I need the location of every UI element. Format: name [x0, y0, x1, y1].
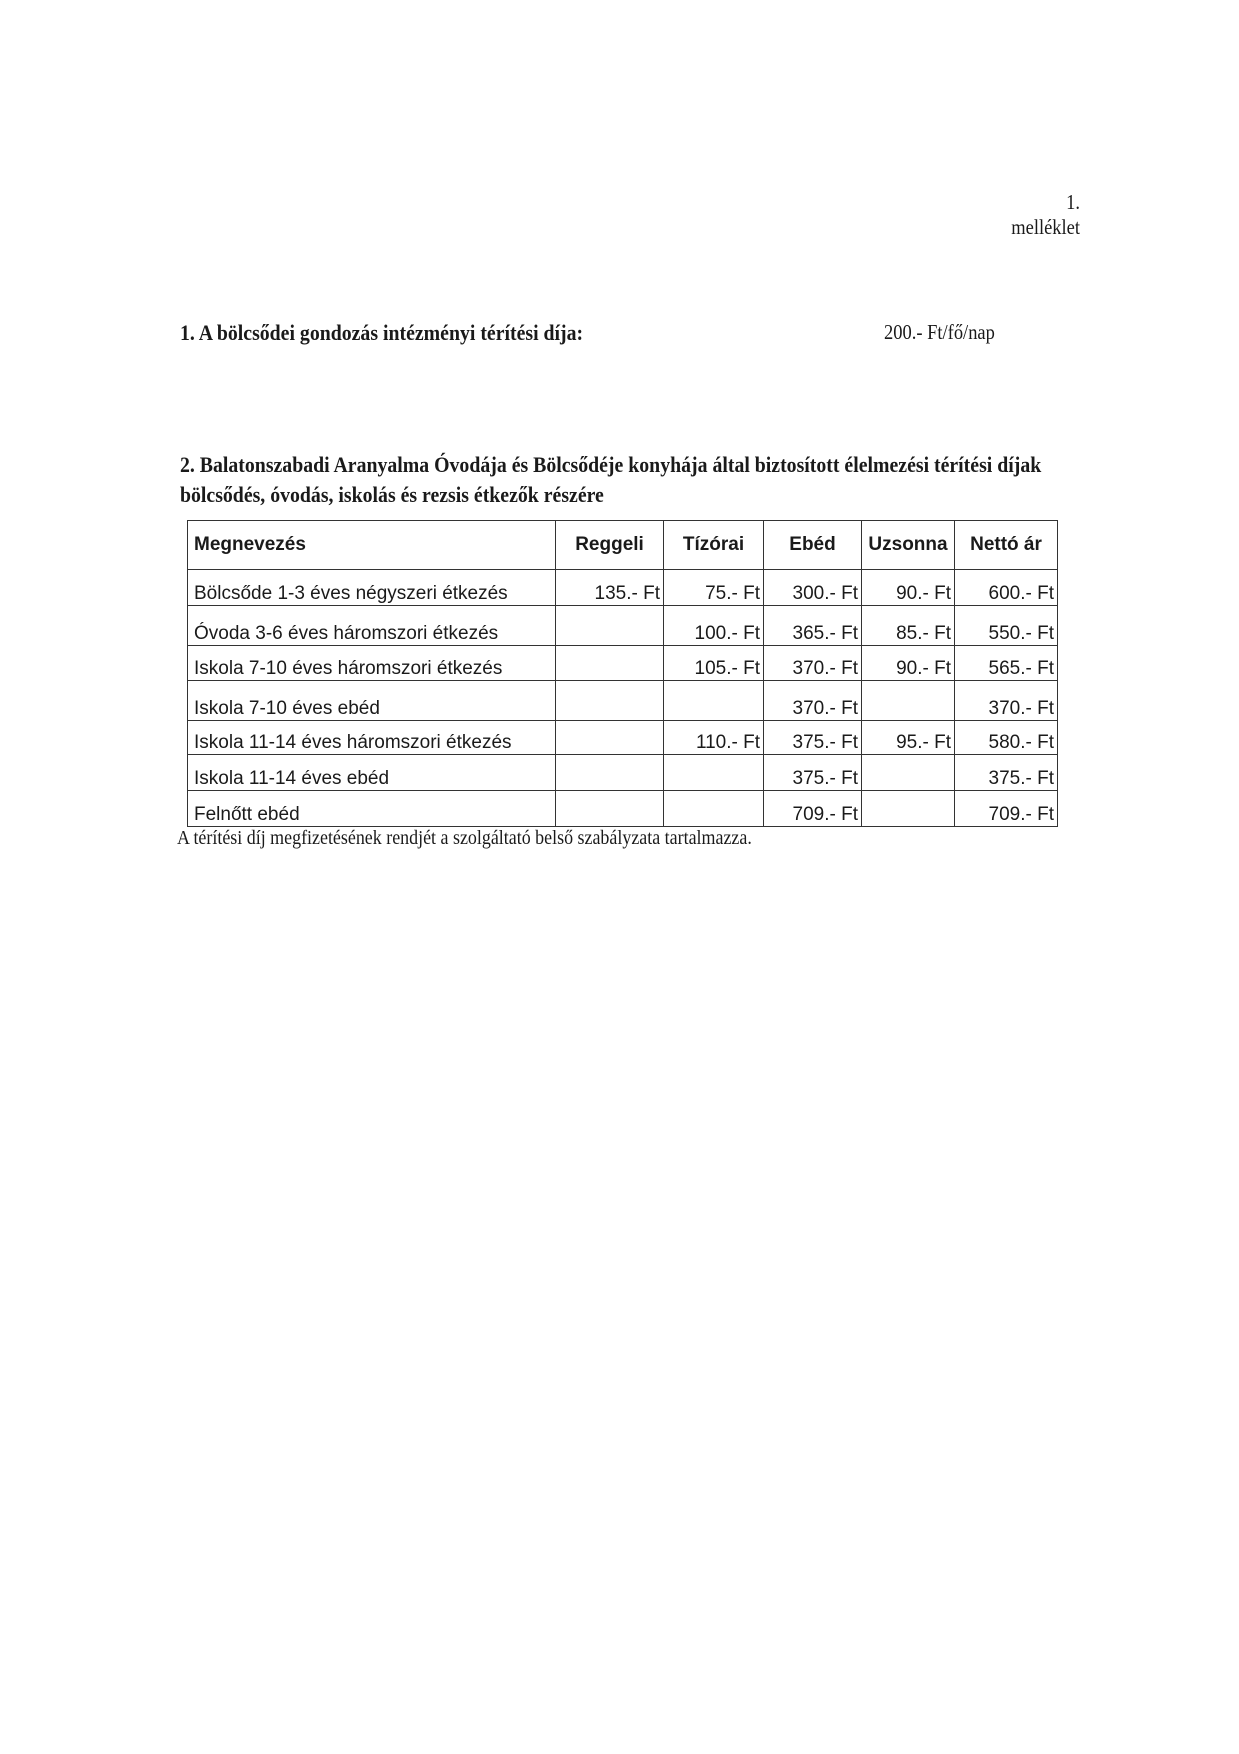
net-price: 600.- Ft: [955, 570, 1058, 606]
annex-label: 1. melléklet: [1011, 190, 1080, 239]
breakfast-price: [556, 646, 664, 681]
header-snack-afternoon: Uzsonna: [862, 521, 955, 570]
lunch-price: 375.- Ft: [764, 721, 862, 755]
lunch-price: 375.- Ft: [764, 755, 862, 791]
lunch-price: 365.- Ft: [764, 606, 862, 646]
row-name: Iskola 11-14 éves háromszori étkezés: [188, 721, 556, 755]
lunch-price: 300.- Ft: [764, 570, 862, 606]
header-lunch: Ebéd: [764, 521, 862, 570]
morning-snack-price: 75.- Ft: [664, 570, 764, 606]
table-body: [188, 570, 1058, 827]
table-row: [188, 681, 1058, 721]
breakfast-price: 135.- Ft: [556, 570, 664, 606]
meal-fee-table: [187, 520, 1058, 827]
row-name: Iskola 11-14 éves ebéd: [188, 755, 556, 791]
afternoon-snack-price: [862, 681, 955, 721]
breakfast-price: [556, 755, 664, 791]
morning-snack-price: [664, 791, 764, 827]
afternoon-snack-price: [862, 755, 955, 791]
afternoon-snack-price: 95.- Ft: [862, 721, 955, 755]
section-1-heading: 1. A bölcsődei gondozás intézményi térítési díja:: [180, 320, 584, 345]
lunch-price: 370.- Ft: [764, 646, 862, 681]
net-price: 580.- Ft: [955, 721, 1058, 755]
row-name: Iskola 7-10 éves ebéd: [188, 681, 556, 721]
table-row: [188, 570, 1058, 606]
afternoon-snack-price: [862, 791, 955, 827]
footnote: A térítési díj megfizetésének rendjét a szolgáltató belső szabályzata tartalmazza.: [177, 828, 752, 849]
lunch-price: 370.- Ft: [764, 681, 862, 721]
table-row: [188, 606, 1058, 646]
row-name: Felnőtt ebéd: [188, 791, 556, 827]
breakfast-price: [556, 791, 664, 827]
table-header-row: [188, 521, 1058, 570]
afternoon-snack-price: 85.- Ft: [862, 606, 955, 646]
section-2-heading: 2. Balatonszabadi Aranyalma Óvodája és Bölcsődéje konyhája által biztosított élelmezési térítési díjak bölcsődés, óvodás, iskolás és rezsis étkezők részére: [180, 452, 1042, 507]
net-price: 375.- Ft: [955, 755, 1058, 791]
lunch-price: 709.- Ft: [764, 791, 862, 827]
table-row: [188, 646, 1058, 681]
row-name: Iskola 7-10 éves háromszori étkezés: [188, 646, 556, 681]
afternoon-snack-price: 90.- Ft: [862, 646, 955, 681]
breakfast-price: [556, 721, 664, 755]
breakfast-price: [556, 606, 664, 646]
morning-snack-price: [664, 681, 764, 721]
header-breakfast: Reggeli: [556, 521, 664, 570]
header-name: Megnevezés: [188, 521, 556, 570]
header-snack-morning: Tízórai: [664, 521, 764, 570]
breakfast-price: [556, 681, 664, 721]
afternoon-snack-price: 90.- Ft: [862, 570, 955, 606]
net-price: 370.- Ft: [955, 681, 1058, 721]
morning-snack-price: [664, 755, 764, 791]
table-row: [188, 721, 1058, 755]
net-price: 550.- Ft: [955, 606, 1058, 646]
net-price: 565.- Ft: [955, 646, 1058, 681]
section-1-fee-value: 200.- Ft/fő/nap: [884, 320, 995, 344]
morning-snack-price: 100.- Ft: [664, 606, 764, 646]
table-row: [188, 791, 1058, 827]
row-name: Óvoda 3-6 éves háromszori étkezés: [188, 606, 556, 646]
morning-snack-price: 110.- Ft: [664, 721, 764, 755]
morning-snack-price: 105.- Ft: [664, 646, 764, 681]
net-price: 709.- Ft: [955, 791, 1058, 827]
table-row: [188, 755, 1058, 791]
header-net-price: Nettó ár: [955, 521, 1058, 570]
row-name: Bölcsőde 1-3 éves négyszeri étkezés: [188, 570, 556, 606]
